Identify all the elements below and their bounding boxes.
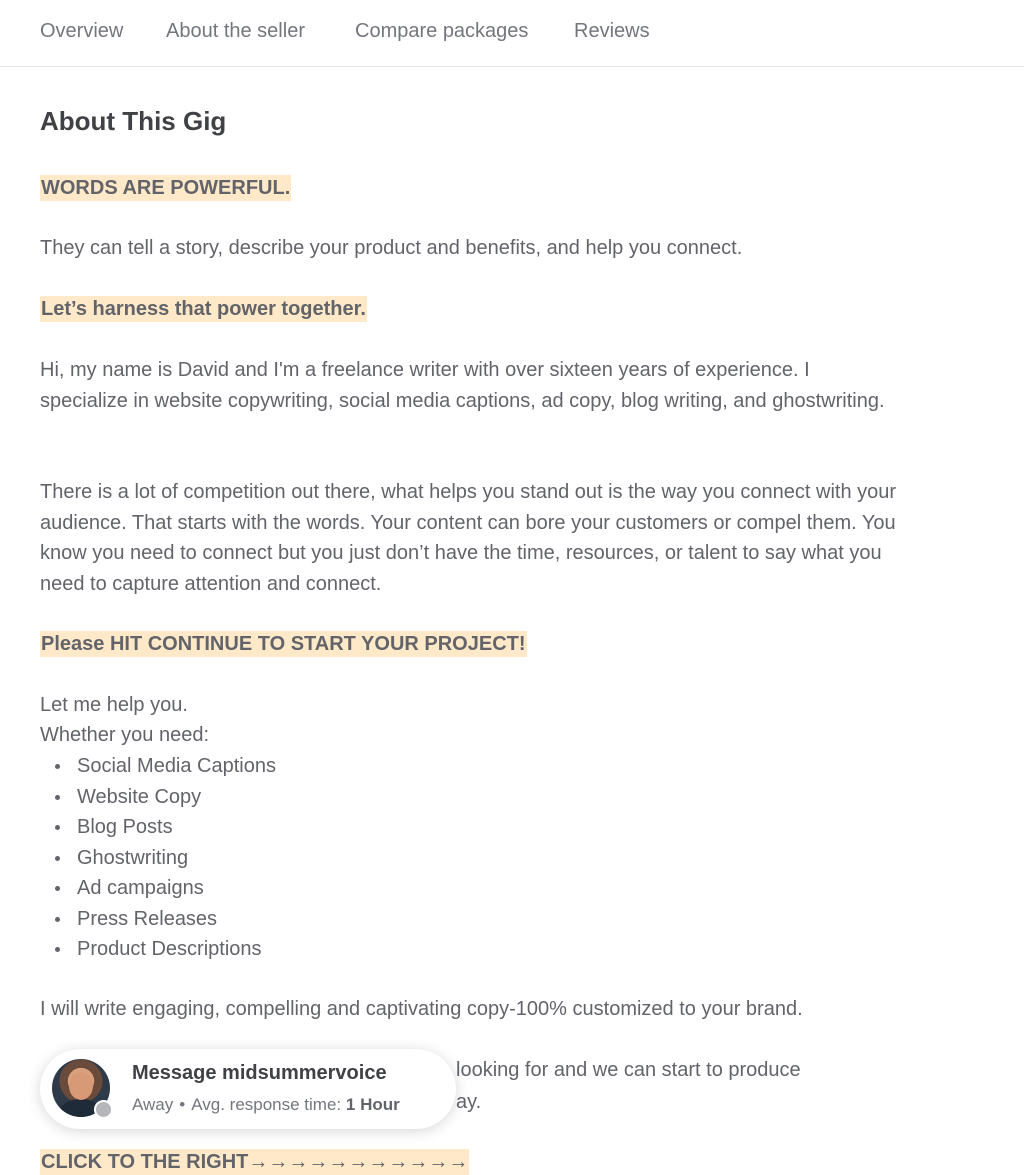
gig-nav-bar: [0, 0, 1024, 67]
tab-overview[interactable]: Overview: [40, 20, 124, 42]
list-item: Product Descriptions: [40, 934, 276, 965]
message-seller-bubble[interactable]: [40, 1049, 456, 1129]
partial-paragraph-line-1: looking for and we can start to produce: [456, 1059, 801, 1081]
highlight-words-are-powerful: WORDS ARE POWERFUL.: [41, 177, 291, 199]
highlight-harness-power: Let’s harness that power together.: [41, 298, 366, 320]
competition-paragraph: There is a lot of competition out there, what helps you stand out is the way you connect with your audience. That starts with the words. Your content can bore your customers or compel them. You know you need to connect but you just don’t have the time, resources, or talent to say what you need to capture attention and connect.: [40, 481, 897, 595]
list-item: Ghostwriting: [40, 843, 276, 874]
away-status-dot: [94, 1100, 113, 1119]
whether-line: Whether you need:: [40, 724, 209, 746]
avatar-face: [69, 1072, 93, 1100]
response-time-label: Avg. response time:: [191, 1095, 342, 1114]
seller-status-line: [132, 1095, 400, 1115]
bio-paragraph: Hi, my name is David and I'm a freelance writer with over sixteen years of experience. I specialize in website copywriting, social media captions, ad copy, blog writing, and ghostwriting.: [40, 359, 885, 412]
response-time-value: 1 Hour: [345, 1095, 400, 1114]
highlight-click-to-the-right: CLICK TO THE RIGHT→→→→→→→→→→→: [41, 1151, 469, 1173]
tab-compare-packages[interactable]: Compare packages: [355, 20, 529, 42]
customized-copy-paragraph: I will write engaging, compelling and captivating copy-100% customized to your brand.: [40, 998, 803, 1020]
intro-paragraph: They can tell a story, describe your product and benefits, and help you connect.: [40, 237, 743, 259]
list-item: Social Media Captions: [40, 751, 276, 782]
list-item: Website Copy: [40, 782, 276, 813]
list-item: Blog Posts: [40, 812, 276, 843]
message-seller-title: Message midsummervoice: [132, 1062, 387, 1084]
partial-paragraph-line-2: ay.: [456, 1091, 482, 1113]
tab-about-the-seller[interactable]: About the seller: [166, 20, 305, 42]
tab-reviews[interactable]: Reviews: [574, 20, 650, 42]
services-list: [40, 751, 276, 965]
highlight-hit-continue: Please HIT CONTINUE TO START YOUR PROJECT!: [41, 633, 526, 655]
help-line: Let me help you.: [40, 694, 188, 716]
list-item: Ad campaigns: [40, 873, 276, 904]
seller-status: Away: [132, 1095, 174, 1114]
separator-dot: •: [179, 1095, 186, 1114]
list-item: Press Releases: [40, 904, 276, 935]
section-title: About This Gig: [40, 106, 227, 136]
